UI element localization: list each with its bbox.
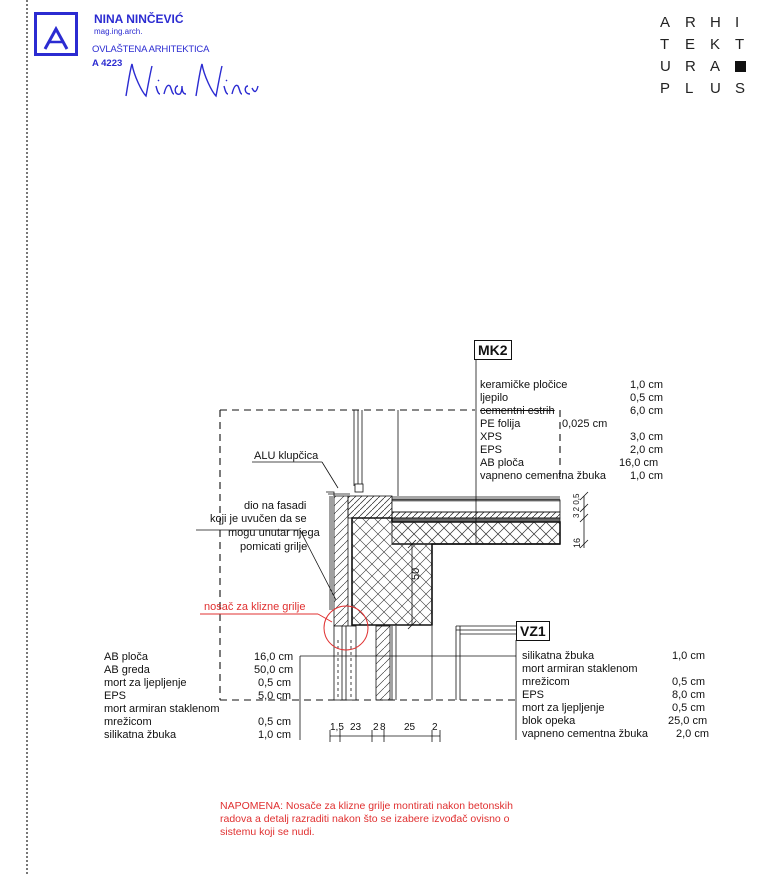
logo-letter: H: [710, 14, 721, 31]
vz1-layer-value: 0,5 cm: [672, 676, 706, 688]
concrete-beam: [352, 518, 560, 625]
vz1-layer-value: 1,0 cm: [672, 650, 706, 662]
bracket-label: nosač za klizne grilje: [204, 601, 306, 613]
window-frame: [354, 410, 398, 496]
logo-letter: T: [660, 36, 670, 53]
mk2-layer-value: 1,0 cm: [630, 470, 664, 482]
vz1-layer-name: vapneno cementna žbuka: [522, 728, 648, 740]
mk2-layer-value: 0,5 cm: [630, 392, 664, 404]
mk2-layer-name: AB ploča: [480, 457, 525, 469]
mk2-layer-value: 1,0 cm: [630, 379, 664, 391]
dim-slab: 16: [572, 537, 582, 548]
dim-beam-height: 50: [410, 567, 422, 580]
logo-letter: K: [710, 36, 721, 53]
logo-letter: S: [735, 80, 746, 97]
dim-value: 25: [404, 722, 416, 733]
left-layer-name: mort armiran staklenom: [104, 703, 220, 715]
stamp-license: A 4223: [92, 58, 123, 69]
left-layer-value: 5,0 cm: [258, 690, 292, 702]
vz1-layer-value: 0,5 cm: [672, 702, 706, 714]
vz1-tag: VZ1: [516, 621, 550, 641]
left-layer-name: AB greda: [104, 664, 150, 676]
facade-note-line: dio na fasadi: [244, 500, 307, 512]
vz1-layer-name: blok opeka: [522, 715, 576, 727]
logo-letter: A: [660, 14, 671, 31]
dim-value: 8: [380, 722, 386, 733]
mk2-layer-name: PE folija: [480, 418, 521, 430]
dim-value: 2: [432, 722, 438, 733]
stamp-title: OVLAŠTENA ARHITEKTICA: [92, 44, 210, 55]
vz1-layer-name: mrežicom: [522, 676, 570, 688]
left-layer-name: AB ploča: [104, 651, 149, 663]
mk2-layer-name: EPS: [480, 444, 503, 456]
alu-sill-label: ALU klupčica: [254, 450, 319, 462]
mk2-layer-value: 0,025 cm: [562, 418, 608, 430]
logo-letter: T: [735, 36, 745, 53]
left-layer-value: 0,5 cm: [258, 677, 292, 689]
mk2-layer-name: XPS: [480, 431, 503, 443]
left-layer-name: silikatna žbuka: [104, 729, 177, 741]
note-line: sistemu koji se nudi.: [220, 826, 315, 838]
vz1-layer-name: EPS: [522, 689, 545, 701]
vz1-layer-value: 2,0 cm: [676, 728, 710, 740]
facade-note-line: mogu unutar njega: [228, 527, 320, 539]
mk2-layer-value: 2,0 cm: [630, 444, 664, 456]
logo-letter: P: [660, 80, 671, 97]
mk2-layer-name: vapneno cementna žbuka: [480, 470, 606, 482]
note-line: NAPOMENA: Nosače za klizne grilje montirati nakon betonskih: [220, 800, 513, 812]
mk2-layer-name: keramičke pločice: [480, 379, 568, 391]
napomena-note: [220, 800, 560, 839]
left-layer-value: 50,0 cm: [254, 664, 294, 676]
left-layer-name: EPS: [104, 690, 127, 702]
vz1-layer-name: mort armiran staklenom: [522, 663, 638, 675]
logo-letter: L: [685, 80, 694, 97]
mk2-layer-name: cementni estrih: [480, 405, 555, 417]
left-layer-value: 0,5 cm: [258, 716, 292, 728]
logo-letter: R: [685, 58, 696, 75]
left-layer-name: mrežicom: [104, 716, 152, 728]
vz1-layer-name: silikatna žbuka: [522, 650, 595, 662]
logo-letter: U: [710, 80, 721, 97]
logo-letter: U: [660, 58, 671, 75]
dim-value: 1,5: [330, 722, 344, 733]
note-line: radova a detalj razraditi nakon što se izabere izvođač ovisno o: [220, 813, 510, 825]
logo-letter: A: [710, 58, 721, 75]
left-layer-value: 1,0 cm: [258, 729, 292, 741]
mk2-layer-value: 6,0 cm: [630, 405, 664, 417]
vz1-layer-value: 25,0 cm: [668, 715, 708, 727]
mk2-tag: MK2: [474, 340, 512, 360]
mk2-layer-value: 16,0 cm: [619, 457, 659, 469]
wall-below: [334, 626, 520, 700]
dim-value: 23: [350, 722, 362, 733]
dim-value: 2: [373, 722, 379, 733]
logo-letter: E: [685, 36, 696, 53]
stamp-degree: mag.ing.arch.: [94, 27, 143, 36]
facade-note-line: koji je uvučen da se: [210, 513, 307, 525]
logo-letter: R: [685, 14, 696, 31]
mk2-layer-value: 3,0 cm: [630, 431, 664, 443]
left-layer-name: mort za ljepljenje: [104, 677, 187, 689]
left-layer-value: 16,0 cm: [254, 651, 294, 663]
mk2-layer-name: ljepilo: [480, 392, 509, 404]
facade-note-line: pomicati grilje: [240, 541, 308, 553]
vz1-layer-name: mort za ljepljenje: [522, 702, 605, 714]
dim-layers: 3 2 0,5: [572, 493, 581, 518]
vz1-layer-value: 8,0 cm: [672, 689, 706, 701]
logo-letter: I: [735, 14, 740, 31]
stamp-name: NINA NINČEVIĆ: [94, 12, 184, 26]
